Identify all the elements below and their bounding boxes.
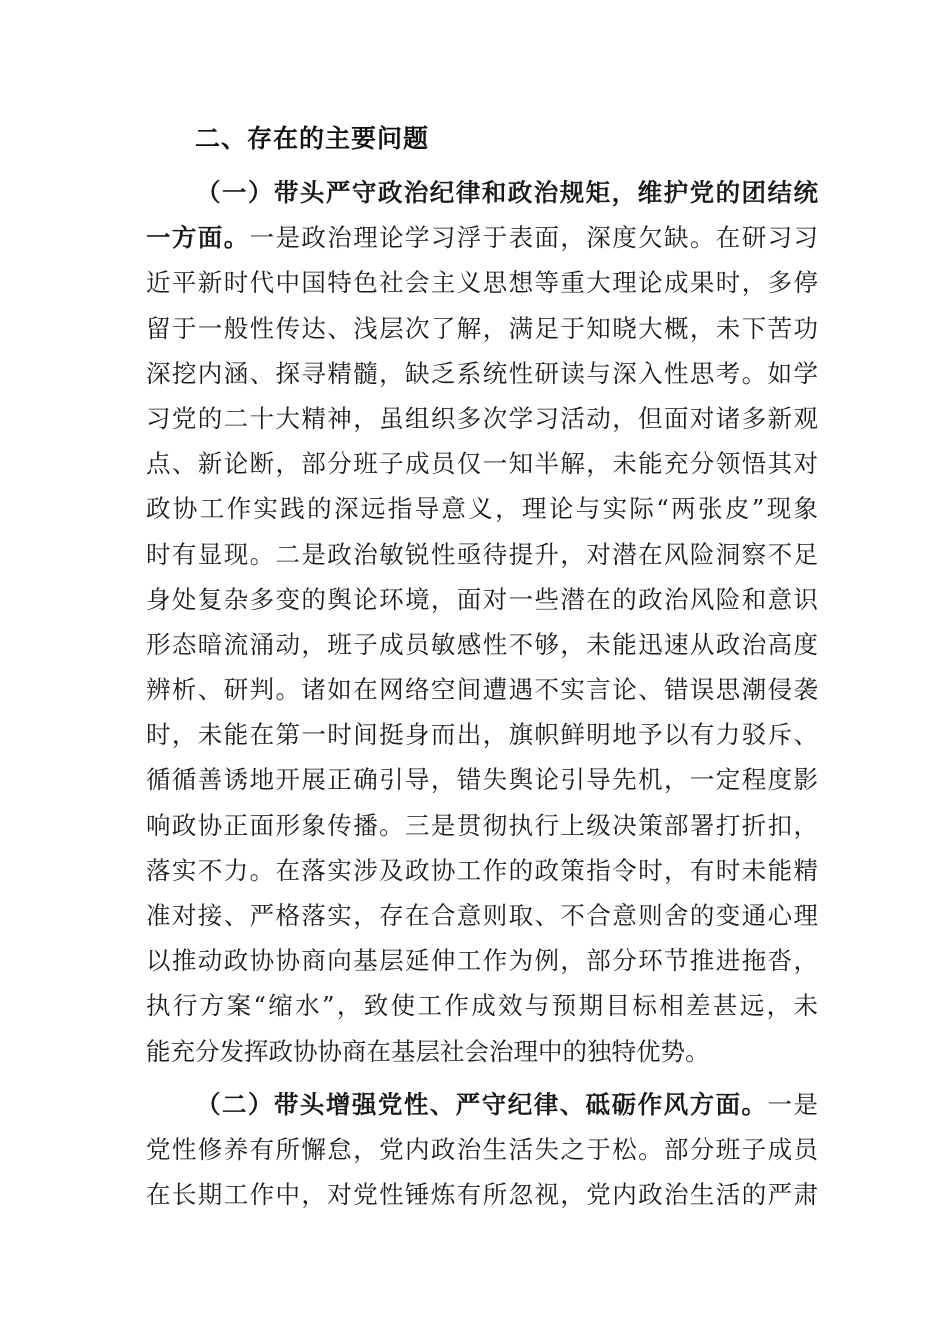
text-line (146, 170, 818, 215)
body-text (146, 170, 818, 1217)
paragraph (146, 170, 818, 1074)
line-text: 以推动政协协商向基层延伸工作为例，部分环节推进拖沓， (146, 946, 818, 976)
line-text: 近平新时代中国特色社会主义思想等重大理论成果时，多停 (146, 268, 818, 298)
text-line (146, 306, 818, 351)
text-line (146, 803, 818, 848)
paragraph (146, 1082, 818, 1218)
text-line (146, 667, 818, 712)
text-line (146, 351, 818, 396)
line-text: 时，未能在第一时间挺身而出，旗帜鲜明地予以有力驳斥、 (146, 720, 818, 750)
line-text: 执行方案“缩水”，致使工作成效与预期目标相差甚远，未 (146, 991, 818, 1021)
text-line (146, 848, 818, 893)
line-text: 辨析、研判。诸如在网络空间遭遇不实言论、错误思潮侵袭 (146, 675, 818, 705)
section-heading: 二、存在的主要问题 (195, 124, 430, 153)
line-text: 深挖内涵、探寻精髓，缺乏系统性研读与深入性思考。如学 (146, 358, 818, 388)
text-line (146, 938, 818, 983)
text-line (146, 441, 818, 486)
line-text: 准对接、严格落实，存在合意则取、不合意则舍的变通心理 (146, 901, 818, 930)
text-line (146, 712, 818, 757)
text-line (146, 486, 818, 531)
line-text: 点、新论断，部分班子成员仅一知半解，未能充分领悟其对 (146, 449, 818, 479)
line-text: 一是 (767, 1089, 819, 1119)
text-line (146, 983, 818, 1028)
paragraph-gap (146, 1074, 818, 1082)
line-text: 习党的二十大精神，虽组织多次学习活动，但面对诸多新观 (146, 403, 818, 433)
text-line (146, 757, 818, 802)
line-text: 身处复杂多变的舆论环境，面对一些潜在的政治风险和意识 (146, 584, 818, 614)
text-line (146, 396, 818, 441)
text-line (146, 215, 818, 260)
text-line (146, 1029, 818, 1074)
line-text: 留于一般性传达、浅层次了解，满足于知晓大概，未下苦功 (146, 313, 818, 343)
line-text: 在长期工作中，对党性锤炼有所忽视，党内政治生活的严肃 (146, 1180, 818, 1210)
text-line (146, 622, 818, 667)
text-line (146, 1172, 818, 1217)
text-line (146, 1082, 818, 1127)
text-line (146, 260, 818, 305)
line-text: 能充分发挥政协协商在基层社会治理中的独特优势。 (146, 1036, 710, 1066)
text-line (146, 577, 818, 622)
line-text: 形态暗流涌动，班子成员敏感性不够，未能迅速从政治高度 (146, 629, 818, 659)
bold-lead: 一方面。 (146, 223, 250, 253)
line-text: 循循善诱地开展正确引导，错失舆论引导先机，一定程度影 (146, 765, 818, 795)
line-text: 时有显现。二是政治敏锐性亟待提升，对潜在风险洞察不足 (146, 539, 818, 569)
line-text: 党性修养有所懈怠，党内政治生活失之于松。部分班子成员 (146, 1134, 818, 1164)
text-line (146, 893, 818, 938)
line-text: 政协工作实践的深远指导意义，理论与实际“两张皮”现象 (146, 494, 818, 524)
text-line (146, 532, 818, 577)
line-text: 一是政治理论学习浮于表面，深度欠缺。在研习习 (249, 223, 819, 253)
text-line (146, 1127, 818, 1172)
bold-lead: （二）带头增强党性、严守纪律、砥砺作风方面。 (196, 1089, 768, 1119)
bold-lead: （一）带头严守政治纪律和政治规矩，维护党的团结统 (196, 178, 818, 207)
line-text: 响政协正面形象传播。三是贯彻执行上级决策部署打折扣， (146, 810, 818, 840)
line-text: 落实不力。在落实涉及政协工作的政策指令时，有时未能精 (146, 855, 818, 885)
